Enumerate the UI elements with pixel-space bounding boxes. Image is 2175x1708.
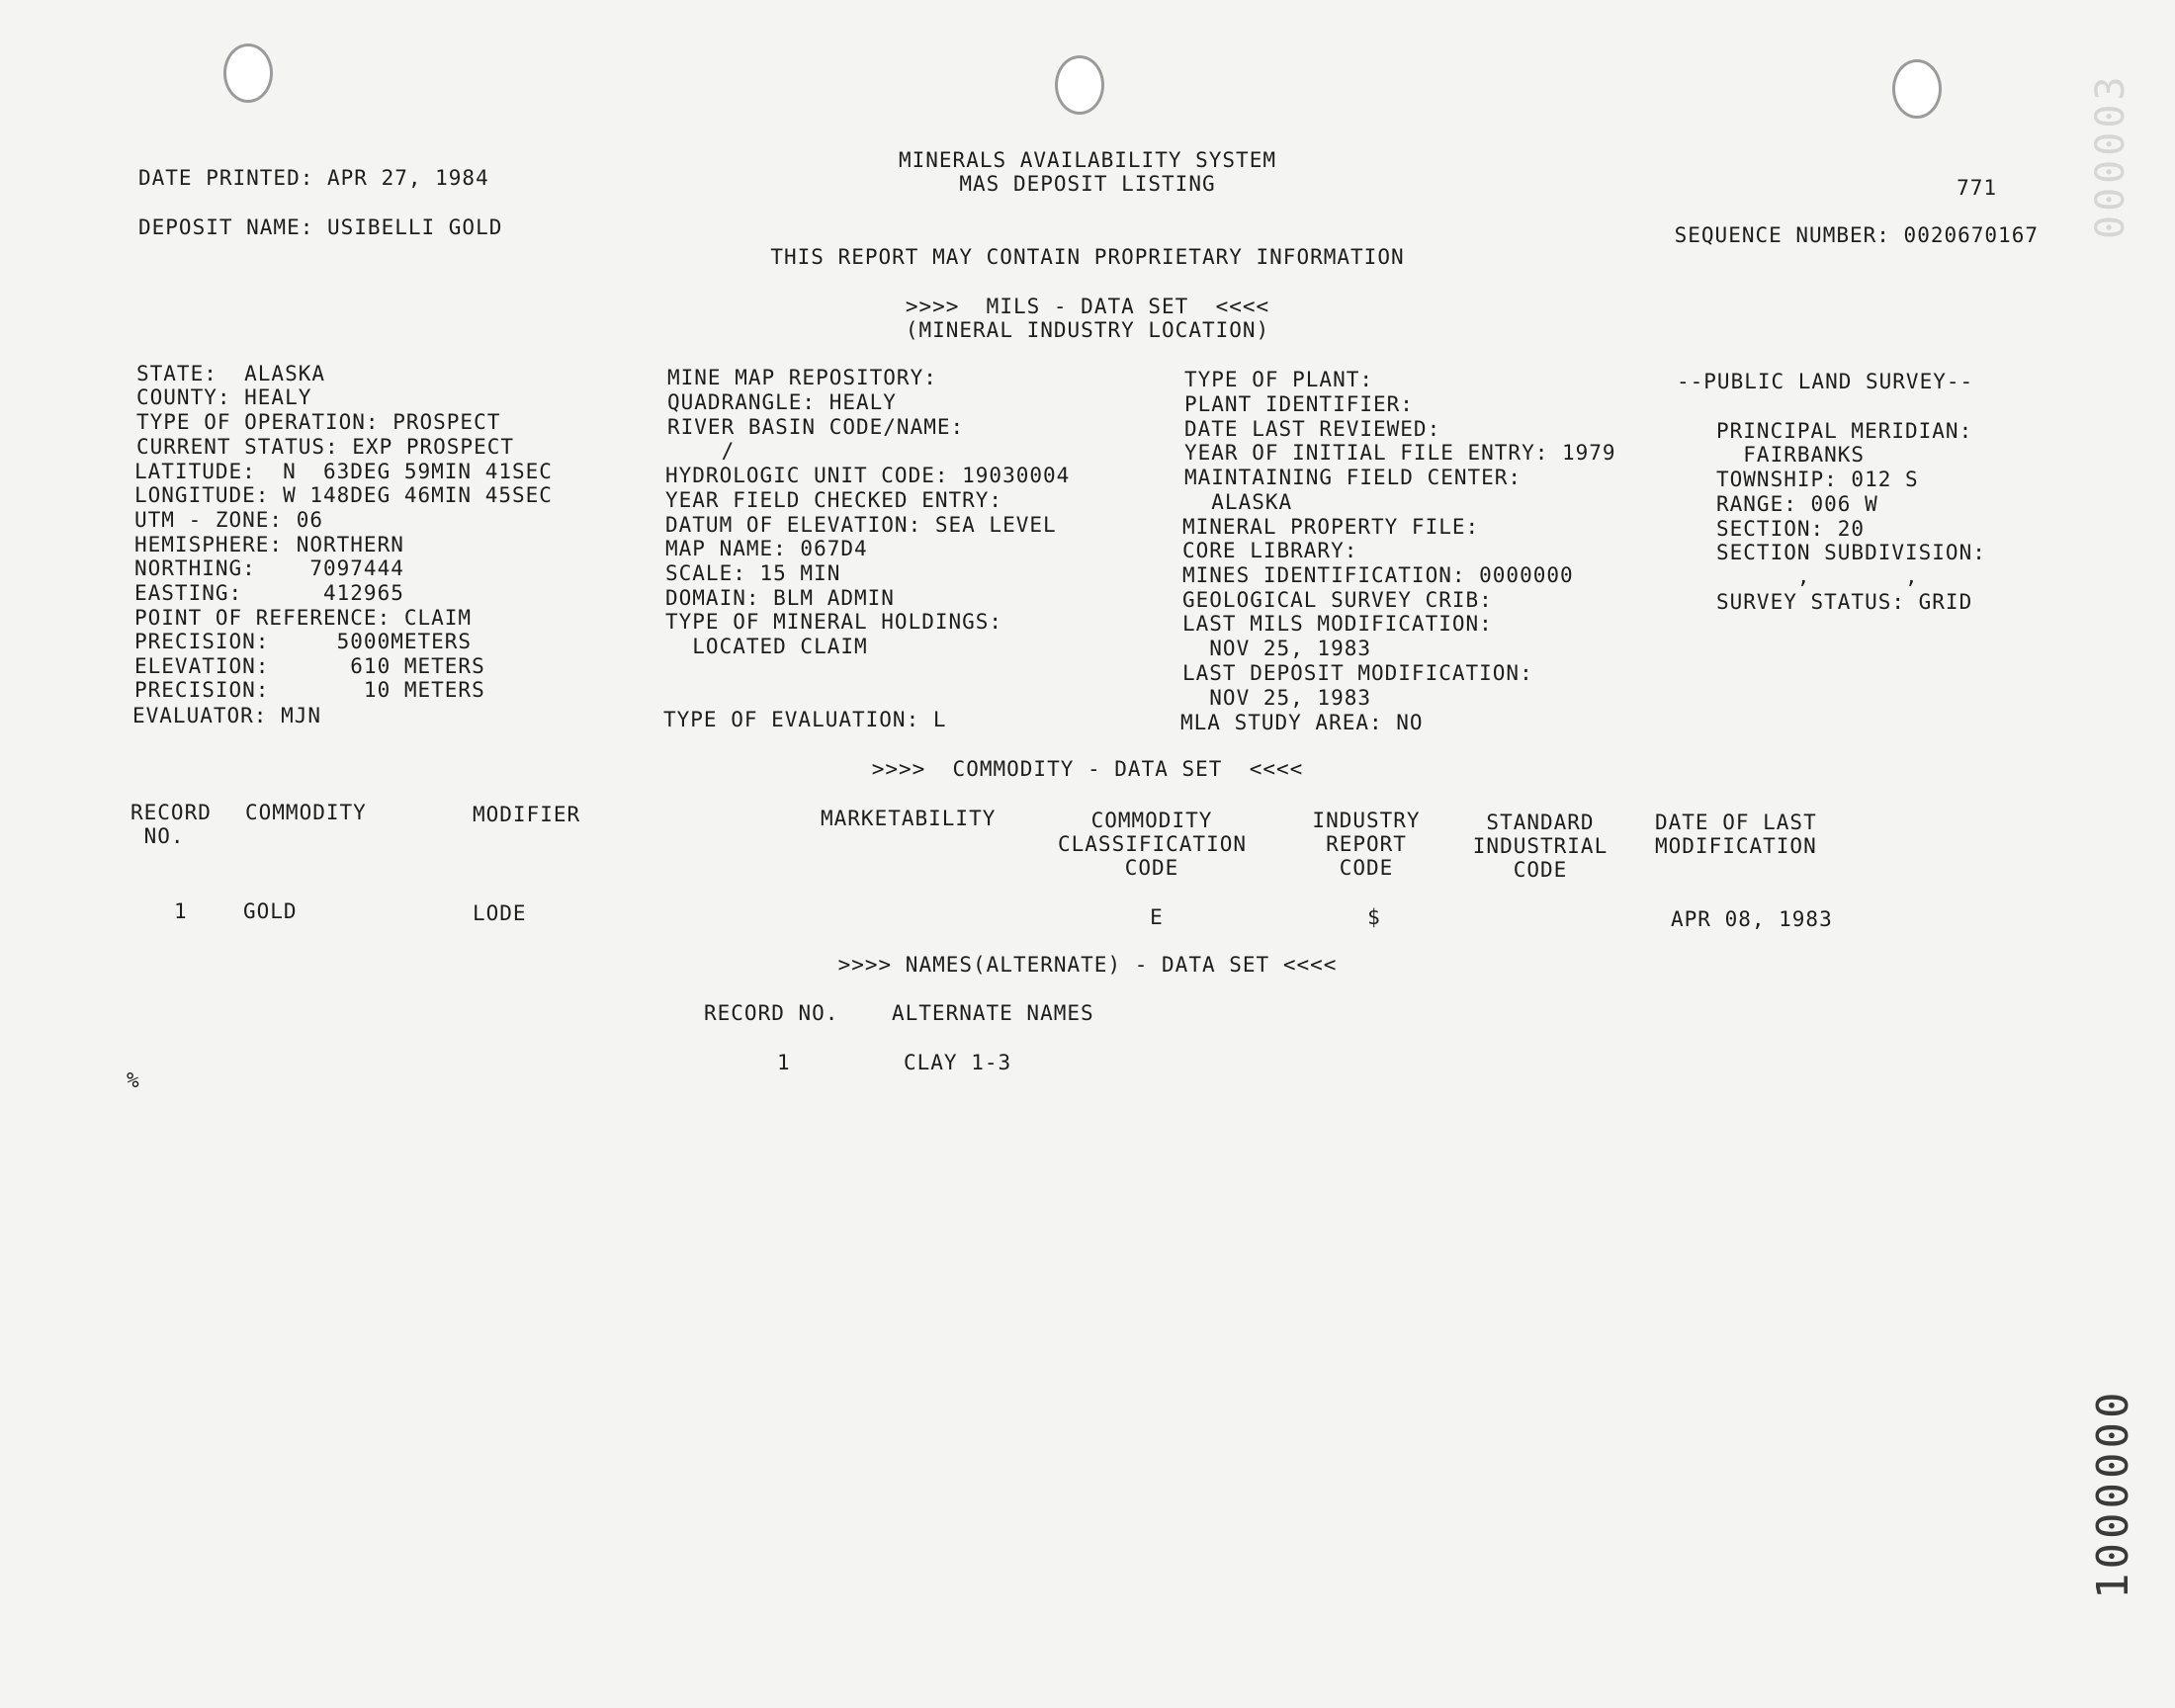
col-header-sic: STANDARD INDUSTRIAL CODE: [1472, 811, 1609, 882]
archive-stamp-bottom: 1000000: [2088, 1388, 2138, 1599]
range-field: RANGE: 006 W: [1716, 492, 1878, 516]
maintaining-center-field: MAINTAINING FIELD CENTER:: [1184, 466, 1522, 489]
alt-name-record-no: 1: [777, 1051, 791, 1074]
mla-study-area-field: MLA STUDY AREA: NO: [1180, 711, 1424, 734]
punch-hole-left: [223, 43, 273, 103]
mineral-holdings-field: TYPE OF MINERAL HOLDINGS:: [665, 610, 1003, 634]
section-field: SECTION: 20: [1716, 517, 1866, 541]
elevation-precision-field: PRECISION: 10 METERS: [134, 678, 485, 702]
row-industry: $: [1367, 905, 1381, 929]
section-subdivision-value: , ,: [1716, 564, 1919, 588]
datum-of-elevation-field: DATUM OF ELEVATION: SEA LEVEL: [665, 513, 1057, 537]
easting-field: EASTING: 412965: [134, 581, 404, 605]
last-mils-modification-field: LAST MILS MODIFICATION:: [1182, 612, 1493, 636]
mines-identification-field: MINES IDENTIFICATION: 0000000: [1182, 563, 1574, 587]
township-field: TOWNSHIP: 012 S: [1716, 468, 1919, 491]
maintaining-center-value: ALASKA: [1184, 490, 1293, 514]
survey-status-field: SURVEY STATUS: GRID: [1716, 590, 1973, 614]
plant-identifier-field: PLANT IDENTIFIER:: [1184, 392, 1414, 416]
public-land-survey-heading: --PUBLIC LAND SURVEY--: [1677, 370, 1974, 393]
col-header-classification: COMMODITY CLASSIFICATION CODE: [1058, 809, 1248, 880]
latitude-field: LATITUDE: N 63DEG 59MIN 41SEC: [134, 460, 553, 483]
sequence-number: SEQUENCE NUMBER: 0020670167: [1674, 223, 2039, 247]
col-header-modifier: MODIFIER: [473, 803, 581, 826]
last-deposit-modification-value: NOV 25, 1983: [1182, 686, 1372, 710]
utm-zone-field: UTM - ZONE: 06: [134, 508, 324, 532]
mine-map-repository-field: MINE MAP REPOSITORY:: [667, 366, 937, 389]
geological-survey-crib-field: GEOLOGICAL SURVEY CRIB:: [1182, 588, 1493, 612]
date-last-reviewed-field: DATE LAST REVIEWED:: [1184, 417, 1441, 441]
row-classification: E: [1150, 905, 1164, 929]
punch-hole-right: [1892, 59, 1942, 119]
elevation-field: ELEVATION: 610 METERS: [134, 654, 485, 678]
last-mils-modification-value: NOV 25, 1983: [1182, 637, 1372, 660]
col-header-industry: INDUSTRY REPORT CODE: [1312, 809, 1421, 880]
listing-title: MAS DEPOSIT LISTING: [959, 172, 1216, 196]
mils-subheading: (MINERAL INDUSTRY LOCATION): [905, 318, 1270, 342]
proprietary-notice: THIS REPORT MAY CONTAIN PROPRIETARY INFORMATION: [770, 245, 1405, 269]
names-heading: >>>> NAMES(ALTERNATE) - DATA SET <<<<: [837, 953, 1338, 977]
current-status-field: CURRENT STATUS: EXP PROSPECT: [136, 435, 515, 459]
row-commodity: GOLD: [243, 899, 298, 923]
domain-field: DOMAIN: BLM ADMIN: [665, 586, 895, 610]
longitude-field: LONGITUDE: W 148DEG 46MIN 45SEC: [134, 483, 553, 507]
mils-heading: >>>> MILS - DATA SET <<<<: [905, 295, 1270, 318]
date-printed: DATE PRINTED: APR 27, 1984: [138, 166, 489, 190]
col-header-commodity: COMMODITY: [245, 801, 367, 824]
archive-stamp-top: 000003: [2088, 72, 2133, 239]
hydrologic-unit-field: HYDROLOGIC UNIT CODE: 19030004: [665, 464, 1071, 487]
col-header-date-mod: DATE OF LAST MODIFICATION: [1655, 811, 1817, 858]
row-modifier: LODE: [473, 901, 527, 925]
precision-field: PRECISION: 5000METERS: [134, 630, 473, 653]
scale-field: SCALE: 15 MIN: [665, 561, 841, 585]
evaluator-field: EVALUATOR: MJN: [132, 704, 322, 727]
year-field-checked-field: YEAR FIELD CHECKED ENTRY:: [665, 488, 1003, 512]
river-basin-field: RIVER BASIN CODE/NAME:: [667, 415, 965, 439]
river-basin-value: /: [667, 439, 736, 463]
northing-field: NORTHING: 7097444: [134, 556, 404, 580]
year-initial-entry-field: YEAR OF INITIAL FILE ENTRY: 1979: [1184, 441, 1616, 465]
quadrangle-field: QUADRANGLE: HEALY: [667, 390, 897, 414]
map-name-field: MAP NAME: 067D4: [665, 537, 868, 560]
deposit-name: DEPOSIT NAME: USIBELLI GOLD: [138, 215, 503, 239]
hemisphere-field: HEMISPHERE: NORTHERN: [134, 533, 404, 556]
principal-meridian-field: PRINCIPAL MERIDIAN:: [1716, 419, 1973, 443]
mineral-holdings-value: LOCATED CLAIM: [665, 635, 868, 658]
core-library-field: CORE LIBRARY:: [1182, 539, 1358, 562]
type-of-evaluation-field: TYPE OF EVALUATION: L: [663, 708, 947, 731]
row-date-mod: APR 08, 1983: [1671, 907, 1833, 931]
col-header-record-no: RECORD NO.: [130, 801, 212, 848]
operation-type-field: TYPE OF OPERATION: PROSPECT: [136, 410, 501, 434]
system-title: MINERALS AVAILABILITY SYSTEM: [898, 148, 1276, 172]
principal-meridian-value: FAIRBANKS: [1716, 443, 1866, 467]
names-header-alternate: ALTERNATE NAMES: [892, 1001, 1094, 1025]
punch-hole-center: [1055, 55, 1104, 115]
col-header-marketability: MARKETABILITY: [821, 807, 997, 830]
point-of-reference-field: POINT OF REFERENCE: CLAIM: [134, 606, 473, 630]
names-header-record-no: RECORD NO.: [704, 1001, 839, 1025]
state-field: STATE: ALASKA: [136, 362, 326, 385]
last-deposit-modification-field: LAST DEPOSIT MODIFICATION:: [1182, 661, 1533, 685]
mineral-property-file-field: MINERAL PROPERTY FILE:: [1182, 515, 1480, 539]
percent-mark: %: [127, 1068, 140, 1092]
type-of-plant-field: TYPE OF PLANT:: [1184, 368, 1374, 391]
section-subdivision-field: SECTION SUBDIVISION:: [1716, 541, 1986, 564]
row-record-no: 1: [174, 899, 188, 923]
county-field: COUNTY: HEALY: [136, 385, 312, 409]
alt-name-value: CLAY 1-3: [904, 1051, 1012, 1074]
commodity-heading: >>>> COMMODITY - DATA SET <<<<: [871, 757, 1304, 781]
page-number: 771: [1957, 176, 1997, 200]
